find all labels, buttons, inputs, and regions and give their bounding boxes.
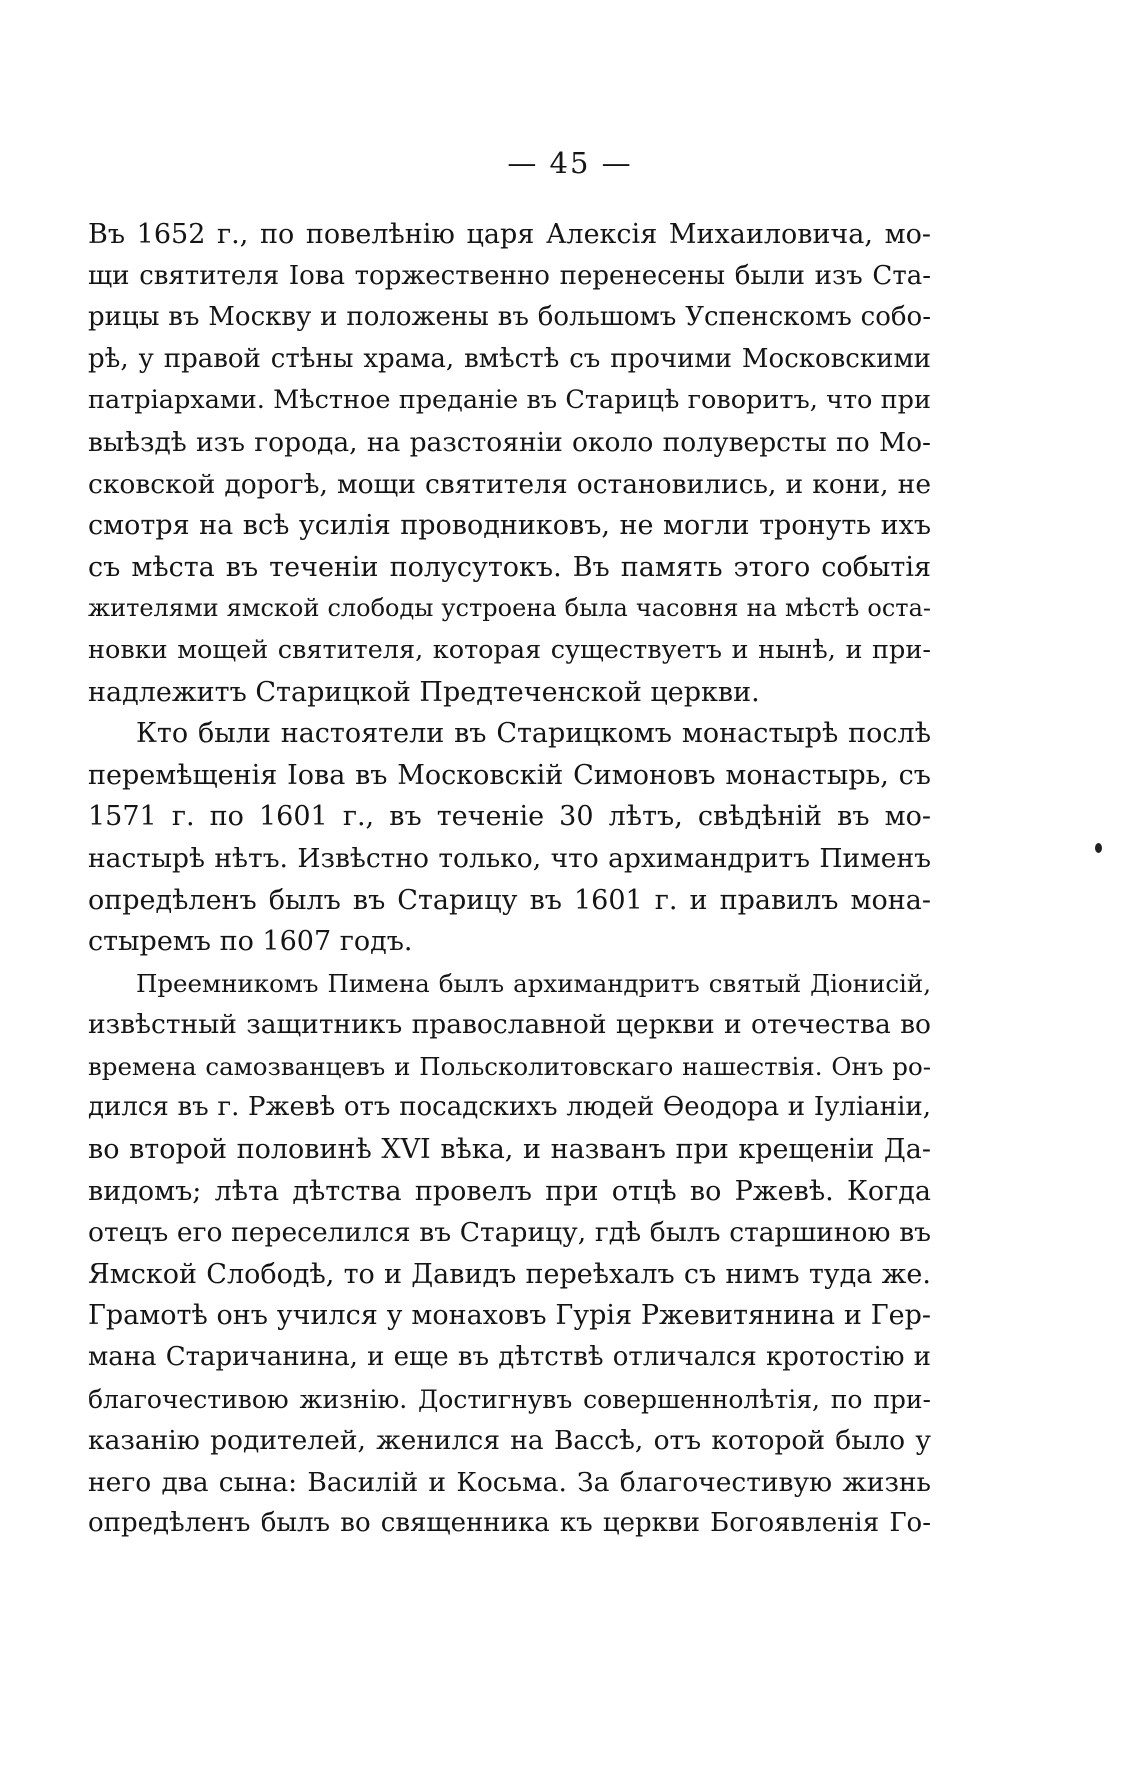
text-line: мана Старичанина, и еще въ дѣтствѣ отличался кротостію и: [88, 1342, 931, 1373]
paragraph-3: [88, 963, 931, 1545]
text-line: съ мѣста въ теченіи полусутокъ. Въ память этого событія: [88, 551, 931, 583]
text-line: во второй половинѣ XVI вѣка, и названъ при крещеніи Да-: [88, 1134, 931, 1166]
text-line: новки мощей святителя, которая существуетъ и нынѣ, и при-: [88, 634, 931, 665]
text-line: казанію родителей, женился на Вассѣ, отъ которой было у: [88, 1425, 931, 1457]
text-line: надлежитъ Старицкой Предтеченской церкви.: [88, 676, 760, 708]
text-line: извѣстный защитникъ православной церкви и отечества во: [88, 1009, 931, 1041]
text-line: Кто были настоятели въ Старицкомъ монастырѣ послѣ: [136, 718, 931, 750]
text-line: настырѣ нѣтъ. Извѣстно только, что архимандритъ Пименъ: [88, 842, 931, 874]
paragraph-1: [88, 214, 931, 713]
text-line: него два сына: Василій и Косьма. За благочестивую жизнь: [88, 1466, 931, 1498]
body-text: [88, 214, 931, 1545]
text-line: Ямской Слободѣ, то и Давидъ переѣхалъ съ нимъ туда же.: [88, 1258, 931, 1290]
ink-speck: [1095, 843, 1102, 853]
text-line: времена самозванцевъ и Польсколитовскаго нашествія. Онъ ро-: [88, 1051, 931, 1081]
text-line: жителями ямской слободы устроена была часовня на мѣстѣ оста-: [88, 594, 931, 623]
text-line: Въ 1652 г., по повелѣнію царя Алексія Михаиловича, мо-: [88, 219, 931, 250]
text-line: стыремъ по 1607 годъ.: [88, 926, 413, 958]
text-line: отецъ его переселился въ Старицу, гдѣ былъ старшиною въ: [88, 1217, 931, 1249]
text-line: рицы въ Москву и положены въ большомъ Успенскомъ собо-: [88, 302, 931, 333]
text-line: рѣ, у правой стѣны храма, вмѣстѣ съ прочими Московскими: [88, 343, 931, 374]
text-line: дился въ г. Ржевѣ отъ посадскихъ людей Ѳеодора и Іуліаніи,: [88, 1092, 931, 1123]
text-line: перемѣщенія Іова въ Московскій Симоновъ монастырь, съ: [88, 759, 931, 791]
page-number: — 45 —: [507, 146, 633, 180]
text-line: щи святителя Іова торжественно перенесены были изъ Ста-: [88, 260, 931, 291]
text-line: видомъ; лѣта дѣтства провелъ при отцѣ во Ржевѣ. Когда: [88, 1175, 931, 1207]
text-line: опредѣленъ былъ въ Старицу въ 1601 г. и правилъ мона-: [88, 884, 931, 916]
text-line: благочестивою жизнію. Достигнувъ совершеннолѣтія, по при-: [88, 1384, 931, 1414]
text-line: сковской дорогѣ, мощи святителя остановились, и кони, не: [88, 468, 931, 500]
text-line: смотря на всѣ усилія проводниковъ, не могли тронуть ихъ: [88, 510, 931, 542]
text-line: Грамотѣ онъ учился у монаховъ Гурія Ржевитянина и Гер-: [88, 1300, 931, 1332]
text-line: выѣздѣ изъ города, на разстояніи около полуверсты по Мо-: [88, 426, 931, 458]
text-line: патріархами. Мѣстное преданіе въ Старицѣ говоритъ, что при: [88, 385, 931, 416]
text-line: опредѣленъ былъ во священника къ церкви Богоявленія Го-: [88, 1508, 931, 1539]
text-line: 1571 г. по 1601 г., въ теченіе 30 лѣтъ, свѣдѣній въ мо-: [88, 801, 931, 833]
text-line: Преемникомъ Пимена былъ архимандритъ святый Діонисій,: [136, 968, 931, 998]
paragraph-2: [88, 713, 931, 963]
